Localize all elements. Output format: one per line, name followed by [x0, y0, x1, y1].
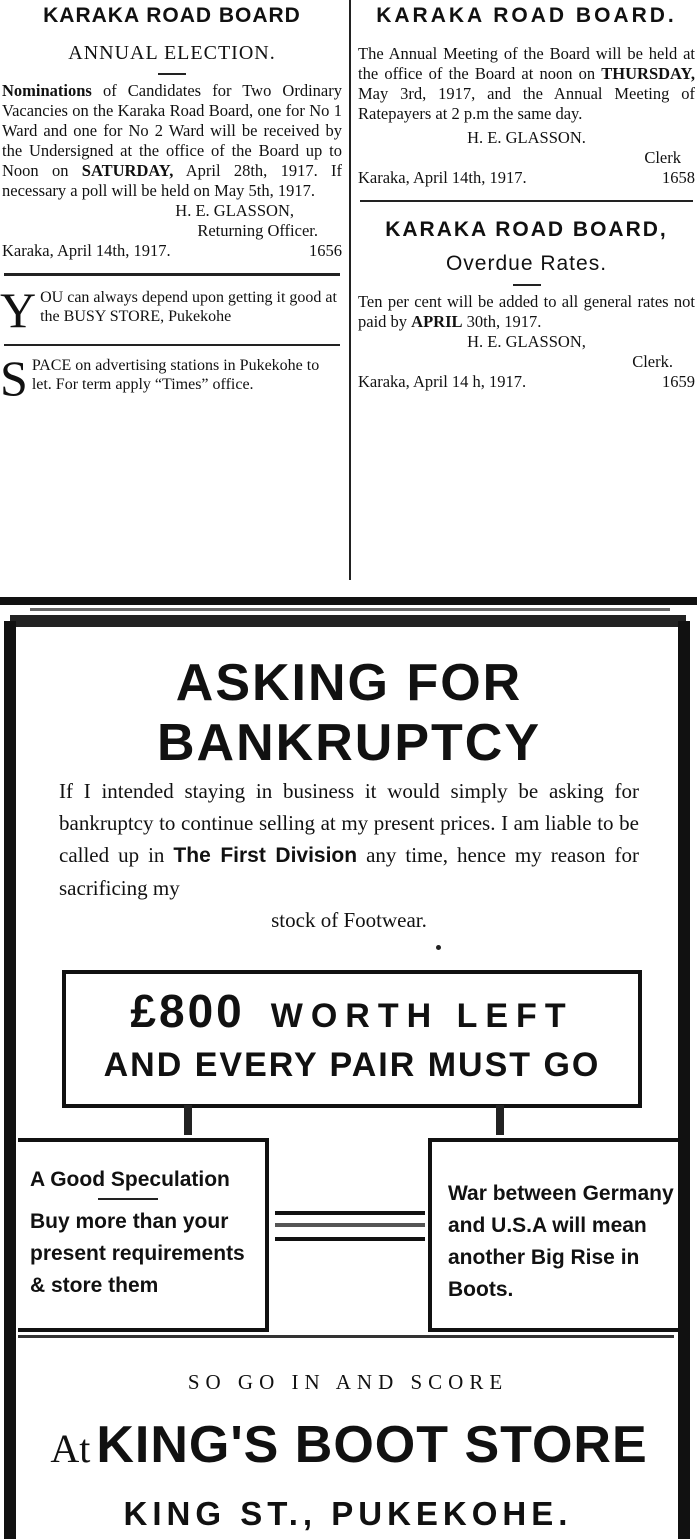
boot-store-advert — [4, 615, 692, 1539]
meeting-place-date: Karaka, April 14th, 1917. — [358, 168, 527, 187]
meeting-body — [356, 44, 697, 124]
election-place-date: Karaka, April 14th, 1917. — [2, 241, 171, 260]
overdue-ref: 1659 — [662, 372, 695, 391]
store-line — [24, 1415, 674, 1475]
election-body-tail: April 28th, 1917. If necessary a poll will be held on May 5th, 1917. — [2, 161, 342, 200]
overdue-heading: KARAKA ROAD BOARD, — [385, 218, 668, 241]
advert-intro-bold: The First Division — [173, 844, 358, 867]
page-band — [0, 597, 697, 605]
speculation-heading: A Good Speculation — [30, 1168, 230, 1191]
advert-border-top — [10, 615, 686, 627]
page-band-thin — [30, 608, 670, 611]
advert-intro-last: stock of Footwear. — [271, 908, 427, 932]
election-footer — [0, 241, 344, 261]
speculation-text: Buy more than your present requirements & store them — [30, 1210, 245, 1297]
advert-border-right — [678, 621, 690, 1539]
sign-post-left — [184, 1105, 192, 1135]
advert-rule — [18, 1335, 674, 1338]
price-worth-left: WORTH LEFT — [270, 997, 574, 1035]
column-divider — [349, 0, 351, 580]
meeting-footer — [356, 168, 697, 188]
overdue-role: Clerk. — [632, 352, 673, 371]
go-line: SO GO IN AND SCORE — [187, 1370, 509, 1394]
overdue-body — [356, 292, 697, 332]
meeting-heading: KARAKA ROAD BOARD. — [376, 4, 677, 27]
separator-dash — [98, 1198, 158, 1200]
advert-intro — [59, 775, 639, 936]
overdue-footer — [356, 372, 697, 392]
store-address: KING ST., PUKEKOHE. — [123, 1495, 573, 1532]
overdue-place-date: Karaka, April 14 h, 1917. — [358, 372, 527, 391]
election-body — [0, 81, 344, 201]
advert-border-left — [4, 621, 16, 1539]
store-name: KING'S BOOT STORE — [96, 1416, 648, 1474]
separator-dash — [158, 73, 186, 75]
divider-rule — [360, 200, 693, 202]
war-box — [428, 1138, 678, 1332]
election-body-day: SATURDAY, — [81, 161, 174, 180]
price-line-2: AND EVERY PAIR MUST GO — [103, 1046, 601, 1084]
election-body-text: of Candidates for Two Ordinary Vacancies on the Karaka Road Board, one for No 1 Ward and one for No 2 Ward will be received by the Undersigned at the office of the Board up to Noon on — [2, 81, 342, 180]
busy-store-ad — [0, 282, 344, 338]
space-ad-dropcap: S — [0, 350, 28, 406]
overdue-body-b: 30th, 1917. — [462, 312, 542, 331]
busy-store-dropcap: Y — [0, 282, 37, 338]
advert-title: ASKING FOR BANKRUPTCY — [157, 654, 541, 772]
divider-rule — [4, 344, 340, 346]
election-ref: 1656 — [309, 241, 342, 260]
meeting-body-b: May 3rd, 1917, and the Annual Meeting of Ratepayers at 2 p.m the same day. — [358, 84, 695, 123]
right-column — [356, 0, 697, 392]
store-at: At — [50, 1426, 91, 1471]
speculation-box — [18, 1138, 269, 1332]
overdue-signature: H. E. GLASSON, — [467, 332, 586, 351]
advert-intro-b: any time, hence my reason for sacrificing my — [59, 843, 639, 900]
price-sign — [62, 970, 642, 1108]
election-role: Returning Officer. — [197, 221, 318, 240]
meeting-body-day: THURSDAY, — [601, 64, 695, 83]
war-text: War between Germany and U.S.A will mean another Big Rise in Boots. — [448, 1182, 674, 1301]
ornament-dot — [436, 945, 441, 950]
overdue-subheading: Overdue Rates. — [445, 252, 608, 275]
meeting-body-a: The Annual Meeting of the Board will be held at the office of the Board at noon on — [358, 44, 695, 83]
separator-dash — [513, 284, 541, 286]
meeting-signature: H. E. GLASSON. — [467, 128, 586, 147]
overdue-body-a: Ten per cent will be added to all general rates not paid by — [358, 292, 695, 331]
sign-post-right — [496, 1105, 504, 1135]
space-ad-text: PACE on advertising stations in Pukekohe to let. For term apply “Times” office. — [31, 357, 320, 393]
meeting-ref: 1658 — [662, 168, 695, 187]
busy-store-text: OU can always depend upon getting it good at the BUSY STORE, Pukekohe — [40, 289, 337, 325]
left-column — [0, 0, 344, 406]
election-heading: KARAKA ROAD BOARD — [43, 4, 301, 27]
overdue-body-month: APRIL — [411, 312, 463, 331]
price-line-1 — [66, 984, 638, 1038]
box-connector — [275, 1211, 425, 1241]
price-amount: £800 — [130, 985, 245, 1037]
box-connector-mid — [275, 1223, 425, 1227]
divider-rule — [4, 273, 340, 276]
space-ad — [0, 350, 344, 406]
election-subheading: ANNUAL ELECTION. — [68, 42, 276, 64]
advert-intro-a: If I intended staying in business it would simply be asking for bankruptcy to continue selling at my present prices. I am liable to be called up in — [59, 779, 639, 867]
meeting-role: Clerk — [644, 148, 681, 167]
election-signature: H. E. GLASSON, — [175, 201, 294, 220]
election-body-lead: Nominations — [2, 81, 92, 100]
